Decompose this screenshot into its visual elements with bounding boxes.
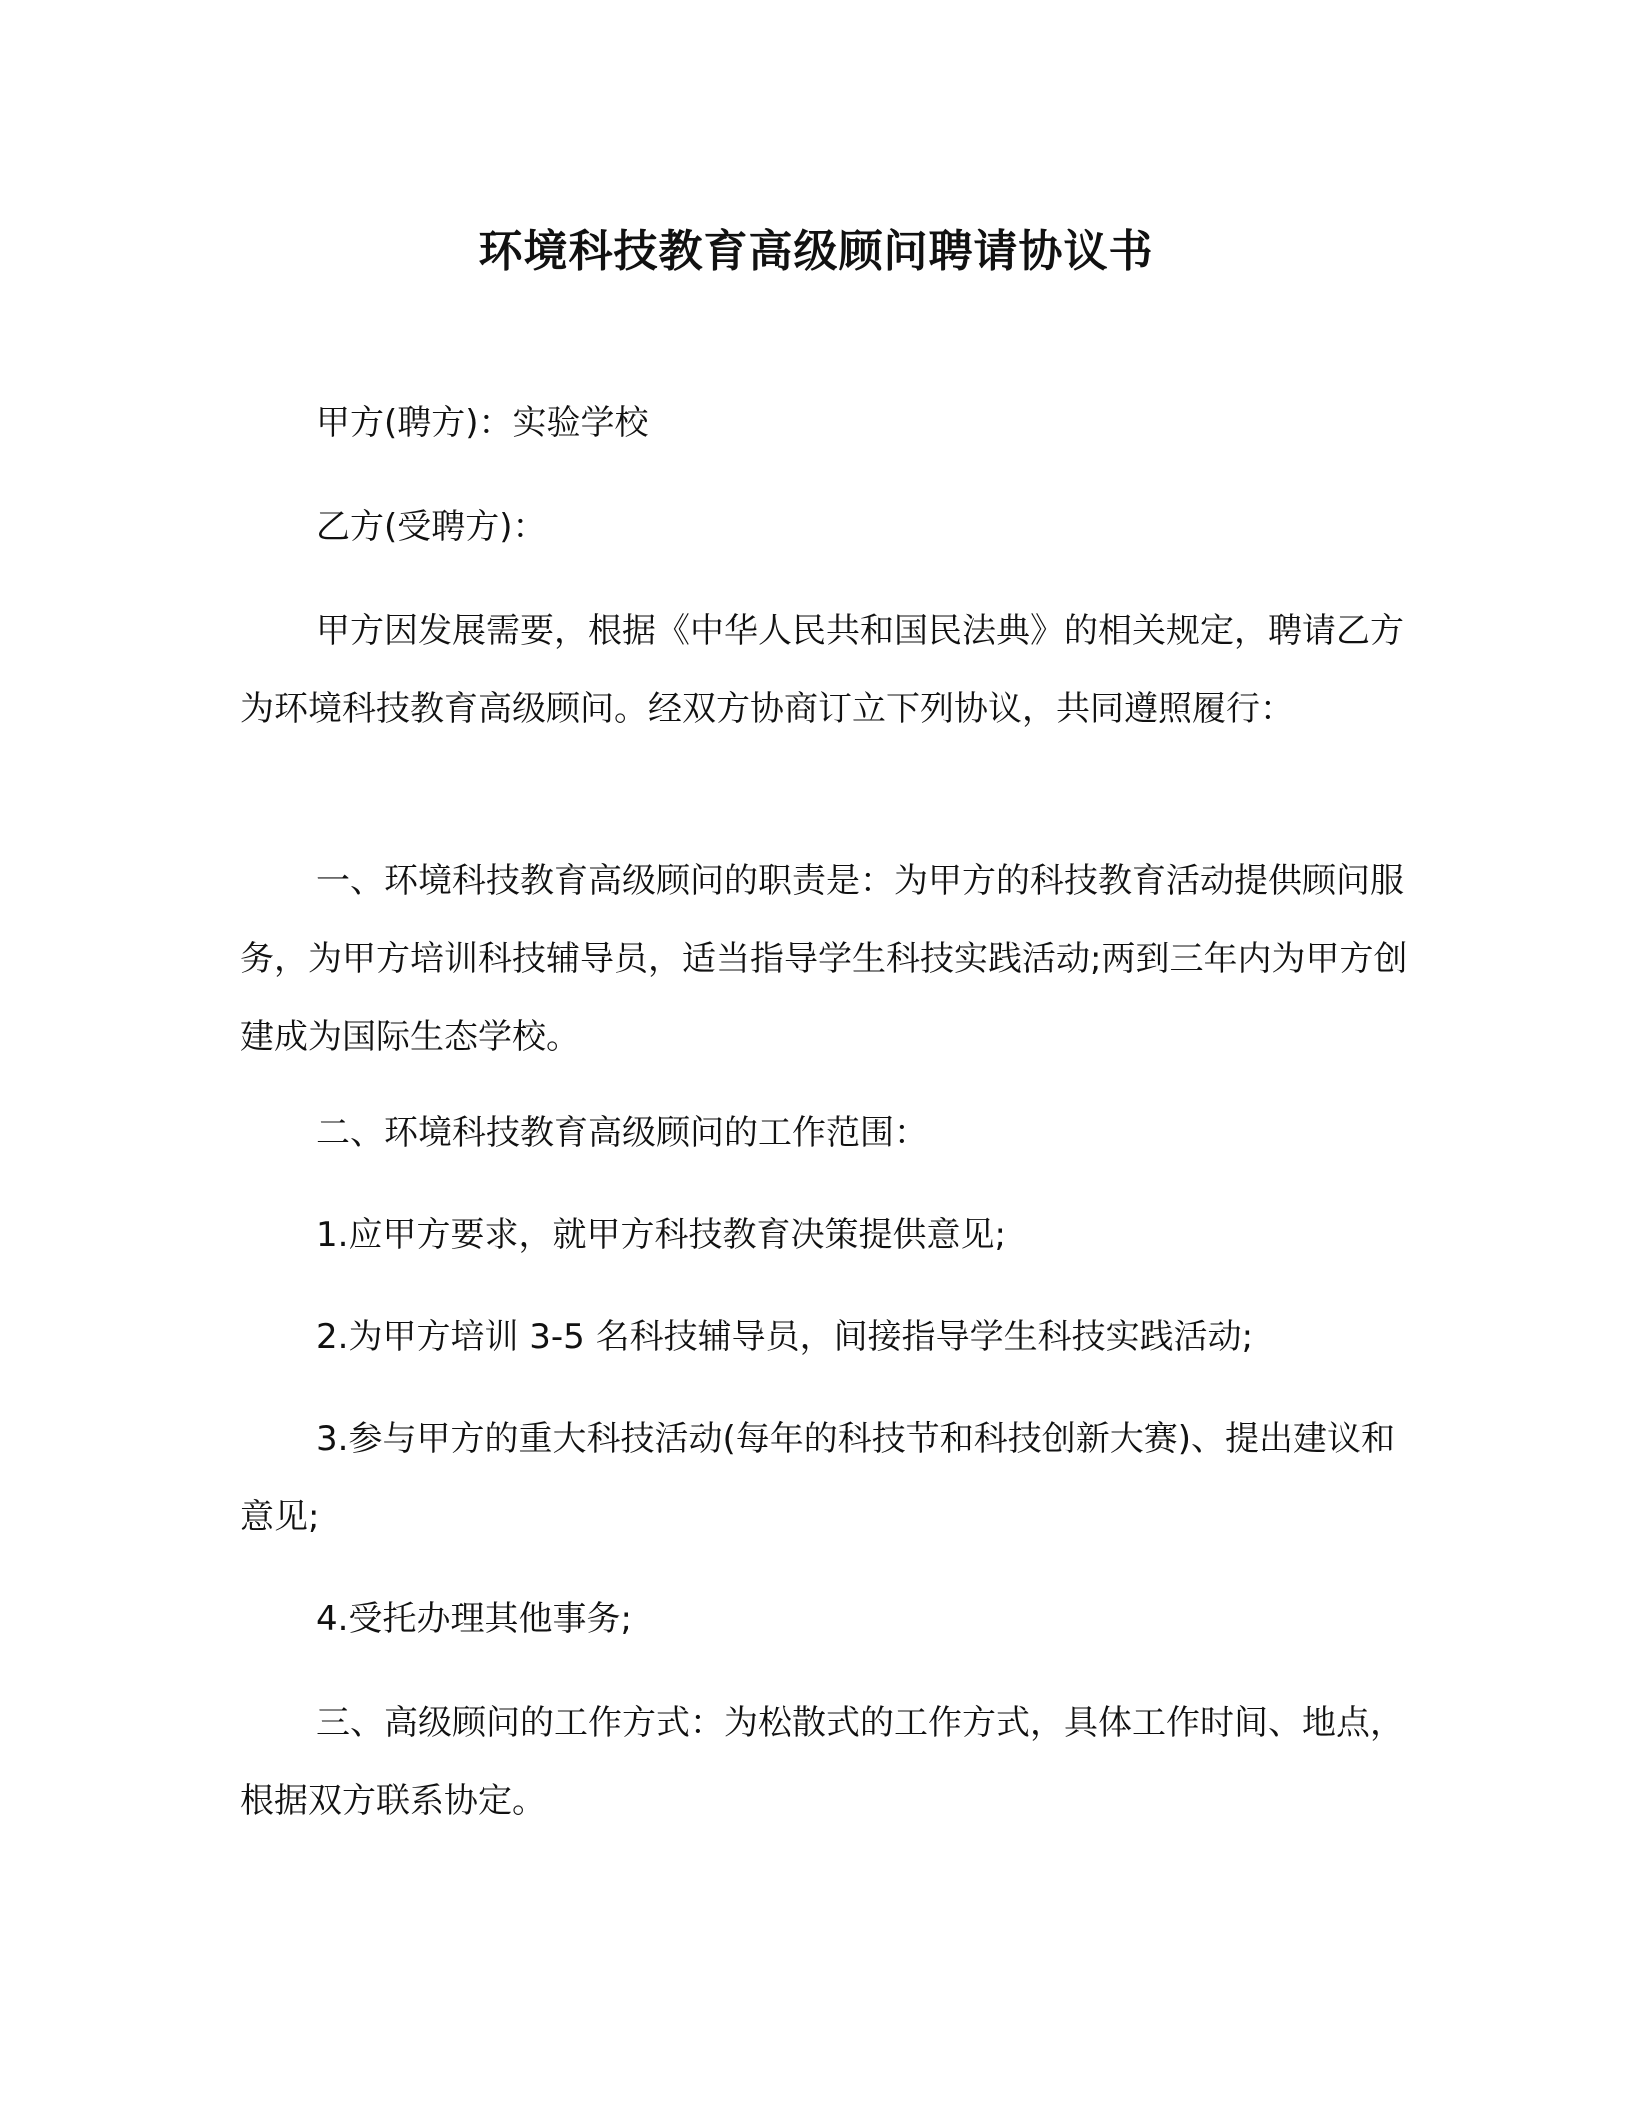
party-a-line: 甲方(聘方)：实验学校: [316, 403, 649, 443]
clause-2-item-4: 4.受托办理其他事务;: [316, 1599, 632, 1639]
clause-1-paragraph: 一、环境科技教育高级顾问的职责是：为甲方的科技教育活动提供顾问服务，为甲方培训科技辅导员，适当指导学生科技实践活动;两到三年内为甲方创建成为国际生态学校。: [240, 861, 1408, 1057]
document-title: 环境科技教育高级顾问聘请协议书: [478, 226, 1154, 277]
clause-2-item-2: 2.为甲方培训 3-5 名科技辅导员，间接指导学生科技实践活动;: [316, 1317, 1254, 1357]
party-b-line: 乙方(受聘方)：: [316, 507, 547, 547]
clause-2-heading: 二、环境科技教育高级顾问的工作范围：: [316, 1113, 928, 1153]
preamble-paragraph: 甲方因发展需要，根据《中华人民共和国民法典》的相关规定，聘请乙方为环境科技教育高级顾问。经双方协商订立下列协议，共同遵照履行：: [240, 611, 1404, 729]
clause-3-paragraph: 三、高级顾问的工作方式：为松散式的工作方式，具体工作时间、地点，根据双方联系协定。: [240, 1703, 1404, 1821]
clause-2-item-3: 3.参与甲方的重大科技活动(每年的科技节和科技创新大赛)、提出建议和意见;: [240, 1419, 1395, 1537]
clause-2-item-1: 1.应甲方要求，就甲方科技教育决策提供意见;: [316, 1215, 1006, 1255]
